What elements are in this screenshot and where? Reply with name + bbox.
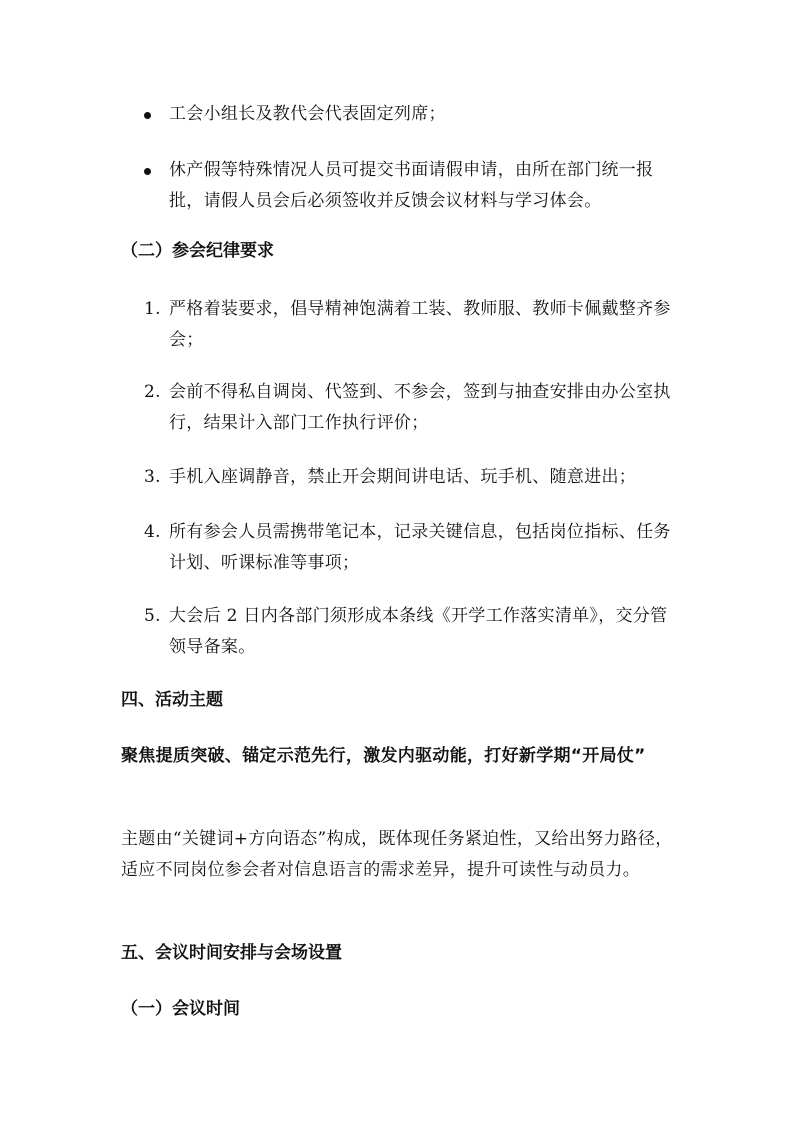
list-item: 所有参会人员需携带笔记本，记录关键信息，包括岗位指标、任务计划、听课标准等事项； bbox=[169, 522, 671, 573]
list-number: 5. bbox=[144, 606, 161, 626]
list-item: 会前不得私自调岗、代签到、不参会，签到与抽查安排由办公室执行，结果计入部门工作执行评价； bbox=[169, 382, 671, 433]
list-number: 4. bbox=[144, 522, 161, 542]
section-heading-schedule: 五、会议时间安排与会场设置 bbox=[121, 943, 342, 963]
list-number: 2. bbox=[144, 382, 161, 402]
list-number: 3. bbox=[144, 467, 161, 487]
list-item: 严格着装要求，倡导精神饱满着工装、教师服、教师卡佩戴整齐参会； bbox=[169, 299, 671, 350]
bullet-item: 工会小组长及教代会代表固定列席； bbox=[169, 104, 446, 124]
theme-statement: 聚焦提质突破、锚定示范先行，激发内驱动能，打好新学期“开局仗” bbox=[121, 746, 646, 766]
list-item: 大会后 2 日内各部门须形成本条线《开学工作落实清单》，交分管领导备案。 bbox=[169, 606, 668, 657]
list-item: 手机入座调静音，禁止开会期间讲电话、玩手机、随意进出； bbox=[169, 467, 637, 487]
section-heading-discipline: （二）参会纪律要求 bbox=[121, 241, 274, 261]
bullet-marker bbox=[144, 112, 151, 119]
subsection-heading-time: （一）会议时间 bbox=[121, 999, 240, 1019]
theme-description: 主题由“关键词+方向语态”构成，既体现任务紧迫性，又给出努力路径，适应不同岗位参会者对信息语言的需求差异，提升可读性与动员力。 bbox=[121, 829, 673, 880]
bullet-item: 休产假等特殊情况人员可提交书面请假申请，由所在部门统一报批，请假人员会后必须签收并反馈会议材料与学习体会。 bbox=[169, 160, 654, 211]
bullet-marker bbox=[144, 168, 151, 175]
section-heading-theme: 四、活动主题 bbox=[121, 690, 223, 710]
list-number: 1. bbox=[144, 299, 161, 319]
